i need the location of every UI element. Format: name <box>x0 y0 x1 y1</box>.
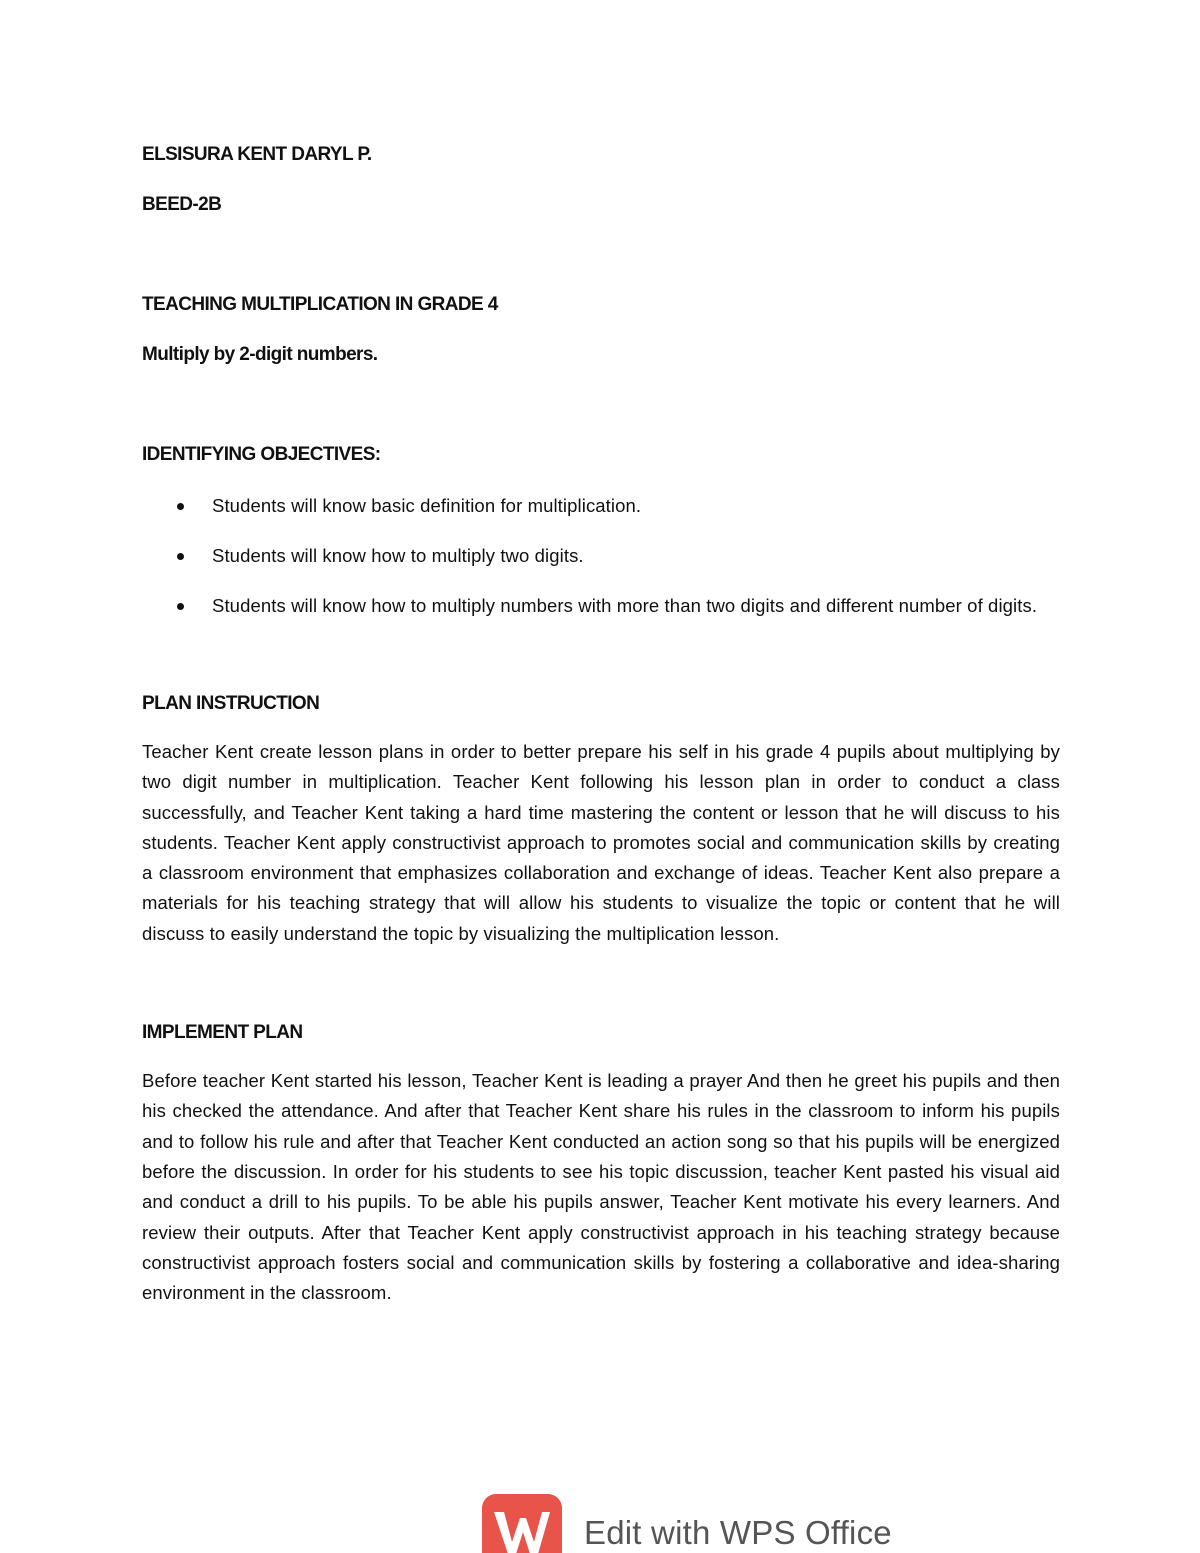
wps-edit-text[interactable]: Edit with WPS Office <box>584 1514 892 1551</box>
list-item <box>142 490 1060 521</box>
bullet-icon <box>177 503 184 510</box>
document-content <box>142 140 1060 1308</box>
plan-instruction-body: Teacher Kent create lesson plans in order to better prepare his self in his grade 4 pupils about multiplying by two digit number in multiplication. Teacher Kent following his lesson plan in order to conduct a class successfully, and Teacher Kent taking a hard time mastering the content or lesson that he will discuss to his students. Teacher Kent apply constructivist approach to promotes social and communication skills by creating a classroom environment that emphasizes collaboration and exchange of ideas. Teacher Kent also prepare a materials for his teaching strategy that will allow his students to visualize the topic or content that he will discuss to easily understand the topic by visualizing the multiplication lesson. <box>142 741 1060 944</box>
document-title: TEACHING MULTIPLICATION IN GRADE 4 <box>142 294 498 315</box>
bullet-icon <box>177 553 184 560</box>
implement-plan-heading: IMPLEMENT PLAN <box>142 1022 303 1044</box>
plan-instruction-heading: PLAN INSTRUCTION <box>142 693 320 714</box>
wps-w-glyph <box>492 1508 552 1553</box>
author-name: ELSISURA KENT DARYL P. <box>142 144 372 165</box>
objective-text: Students will know how to multiply two digits. <box>212 545 584 566</box>
bullet-icon <box>177 603 184 610</box>
objectives-list <box>142 490 1060 621</box>
objective-text: Students will know how to multiply numbers with more than two digits and different number of digits. <box>212 595 1038 616</box>
wps-edit-banner[interactable] <box>482 1494 922 1553</box>
objective-text: Students will know basic definition for multiplication. <box>212 495 642 516</box>
wps-logo-icon <box>482 1494 562 1553</box>
document-subtitle: Multiply by 2-digit numbers. <box>142 344 378 365</box>
list-item <box>142 540 1060 571</box>
implement-plan-body: Before teacher Kent started his lesson, Teacher Kent is leading a prayer And then he greet his pupils and then his checked the attendance. And after that Teacher Kent share his rules in the classroom to inform his pupils and to follow his rule and after that Teacher Kent conducted an action song so that his pupils will be energized before the discussion. In order for his students to see his topic discussion, teacher Kent pasted his visual aid and conduct a drill to his pupils. To be able his pupils answer, Teacher Kent motivate his every learners. And review their outputs. After that Teacher Kent apply constructivist approach in his teaching strategy because constructivist approach fosters social and communication skills by fostering a collaborative and idea-sharing environment in the classroom. <box>142 1070 1060 1304</box>
objectives-heading: IDENTIFYING OBJECTIVES: <box>142 444 381 465</box>
list-item <box>142 590 1060 621</box>
course-code: BEED-2B <box>142 194 222 215</box>
